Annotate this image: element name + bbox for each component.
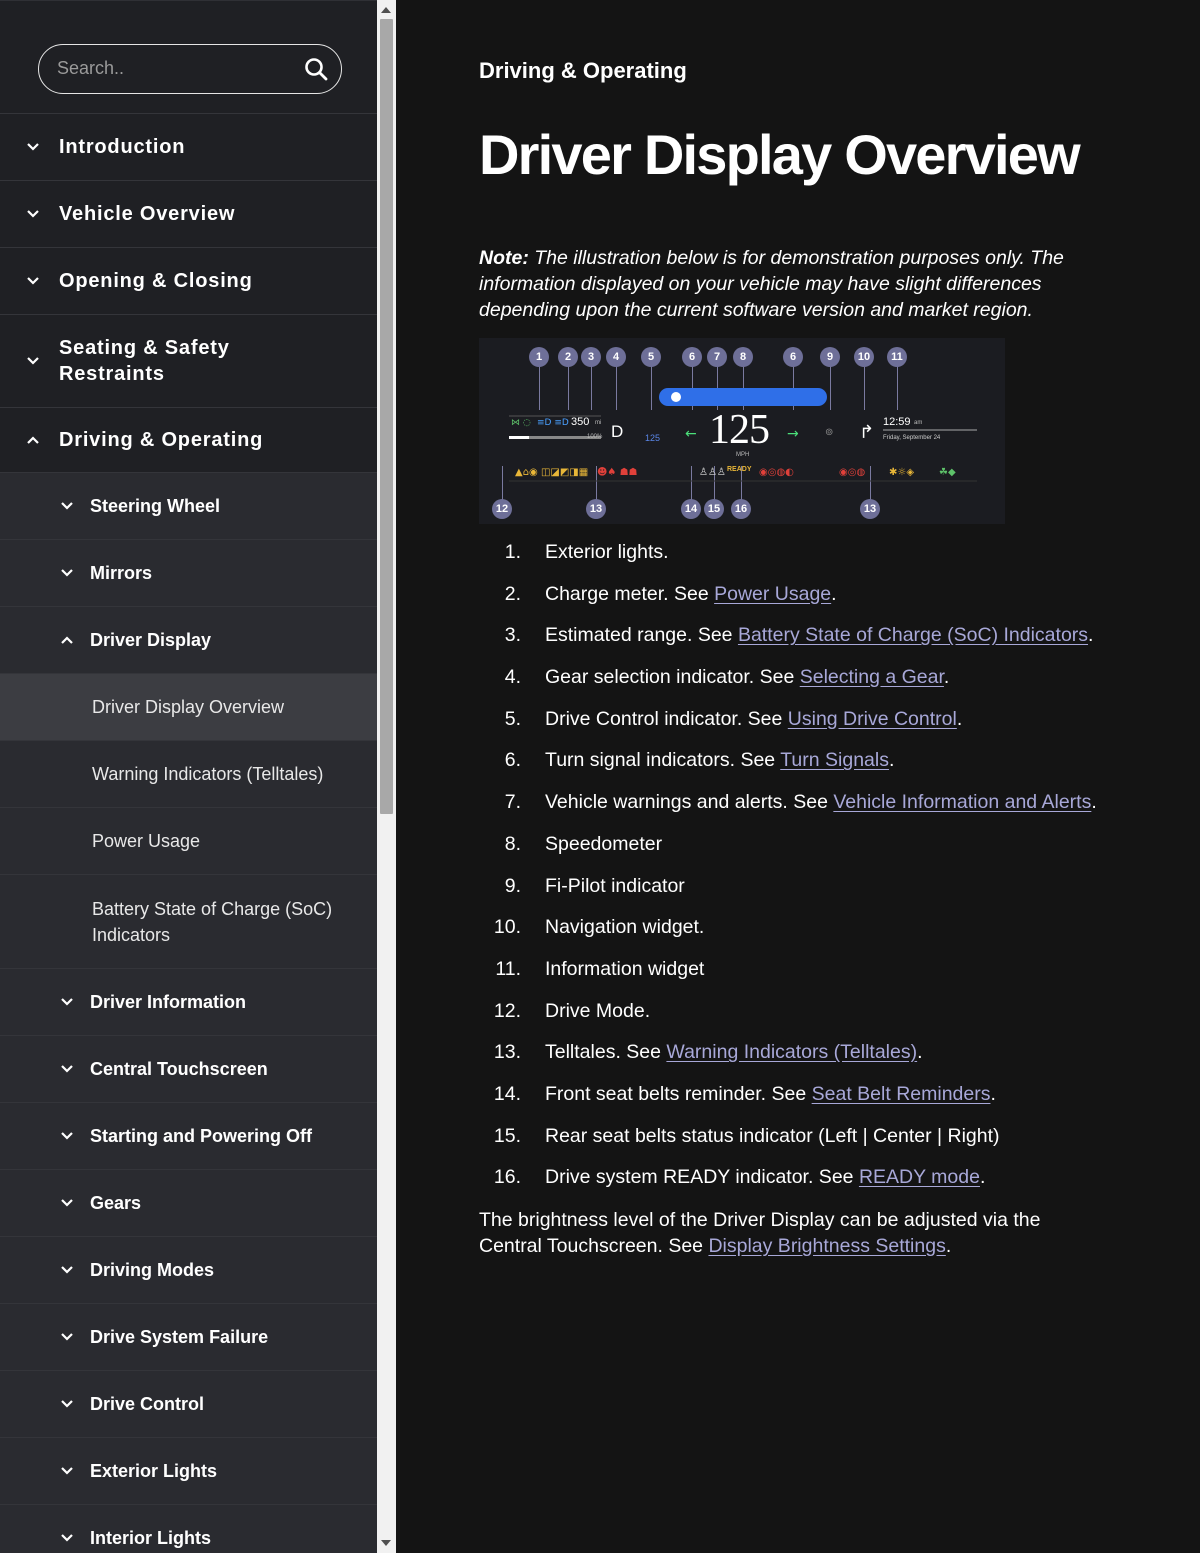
note-paragraph [479, 245, 1119, 323]
brightness-paragraph [479, 1207, 1099, 1259]
feature-text [545, 574, 837, 616]
search-box[interactable] [38, 44, 342, 94]
chevron-down-icon [59, 565, 75, 581]
svg-text:✱☼◈: ✱☼◈ [889, 467, 915, 478]
sidebar-subitem-label: Central Touchscreen [90, 1058, 268, 1079]
chevron-down-icon [59, 1195, 75, 1211]
sidebar-item-label: Vehicle Overview [59, 203, 236, 225]
link-display-brightness-settings[interactable]: Display Brightness Settings [708, 1235, 946, 1257]
feature-link[interactable]: Selecting a Gear [799, 666, 944, 689]
feature-text [545, 949, 704, 991]
sidebar-subitem-central-touchscreen[interactable] [0, 1036, 377, 1103]
clock-time: 12:59 [883, 416, 911, 428]
svg-text:↱: ↱ [859, 422, 875, 443]
note-label: Note: [479, 247, 529, 269]
feature-item [479, 615, 1179, 657]
callout-badge: 5 [641, 347, 661, 367]
callout-badge: 4 [606, 347, 626, 367]
feature-description: Rear seat belts status indicator (Left | Center | Right) [545, 1124, 1000, 1147]
feature-item [479, 824, 1179, 866]
svg-text:☻♠ ☗☗: ☻♠ ☗☗ [597, 467, 638, 478]
feature-link[interactable]: Power Usage [714, 582, 832, 605]
sidebar-subitem-label: Steering Wheel [90, 495, 221, 516]
feature-tail: . [888, 749, 895, 772]
chevron-down-icon [59, 994, 75, 1010]
svg-text:⋈ ◌: ⋈ ◌ [511, 418, 531, 428]
sidebar-leaf-label: Power Usage [92, 831, 201, 851]
feature-number: 12. [493, 999, 521, 1022]
feature-item [479, 532, 1179, 574]
sidebar-subitem-exterior-lights[interactable] [0, 1438, 377, 1505]
sidebar-subitem-label: Starting and Powering Off [90, 1125, 313, 1146]
sidebar-subitem-label: Mirrors [90, 562, 153, 583]
callout-badge: 2 [558, 347, 578, 367]
feature-number: 4. [504, 666, 521, 689]
feature-number: 6. [504, 749, 521, 772]
feature-text [545, 615, 1093, 657]
feature-text [545, 1116, 1000, 1158]
feature-item [479, 574, 1179, 616]
sidebar-item-label: Introduction [59, 136, 186, 158]
main-content [396, 0, 1200, 1553]
svg-text:◉◎◍: ◉◎◍ [839, 467, 866, 478]
battery-percent: 100% [587, 434, 603, 440]
callout-badge: 13 [586, 499, 606, 519]
callout-badge: 10 [854, 347, 874, 367]
chevron-down-icon [59, 1128, 75, 1144]
feature-item [479, 949, 1179, 991]
feature-description: Information widget [545, 957, 705, 980]
feature-item [479, 657, 1179, 699]
callout-badge: 9 [820, 347, 840, 367]
svg-text:≡D ≡D: ≡D ≡D [537, 418, 569, 428]
clock-suffix: am [914, 420, 923, 426]
feature-item [479, 1116, 1179, 1158]
sidebar-subitem-drive-system-failure[interactable] [0, 1304, 377, 1371]
feature-tail: . [943, 666, 950, 689]
chevron-down-icon [59, 1061, 75, 1077]
feature-description: Drive system READY indicator. See [545, 1166, 859, 1189]
sidebar-subitem-gears[interactable] [0, 1170, 377, 1237]
chevron-down-icon [25, 139, 41, 155]
sidebar [0, 0, 377, 1553]
feature-number: 10. [493, 916, 521, 939]
chevron-down-icon [59, 498, 75, 514]
callout-badge: 8 [733, 347, 753, 367]
sidebar-subitem-driver-information[interactable] [0, 969, 377, 1036]
callout-badge: 3 [581, 347, 601, 367]
range-value: 350 [571, 416, 590, 428]
feature-number: 9. [504, 874, 521, 897]
feature-item [479, 1032, 1179, 1074]
svg-text:♙♙♙: ♙♙♙ [699, 467, 726, 478]
sidebar-subitem-label: Drive System Failure [90, 1326, 269, 1347]
sidebar-leaf-battery-soc[interactable] [0, 875, 377, 969]
brightness-tail: . [945, 1235, 952, 1257]
feature-description: Speedometer [545, 832, 663, 855]
sidebar-subitem-label: Interior Lights [90, 1527, 211, 1548]
sidebar-subitem-drive-control[interactable] [0, 1371, 377, 1438]
clock-date: Friday, September 24 [883, 435, 941, 441]
sidebar-subitem-label: Driver Display [90, 629, 212, 650]
feature-link[interactable]: Vehicle Information and Alerts [833, 791, 1092, 814]
sidebar-item-label: Opening & Closing [59, 270, 253, 292]
feature-number: 5. [504, 707, 521, 730]
feature-item [479, 782, 1179, 824]
callout-badge: 13 [860, 499, 880, 519]
speed-limit-indicator: 125 [645, 433, 661, 443]
feature-number: 14. [493, 1082, 521, 1105]
chevron-down-icon [25, 206, 41, 222]
feature-description: Drive Mode. [545, 999, 651, 1022]
feature-number: 8. [504, 832, 521, 855]
feature-number: 3. [504, 624, 521, 647]
feature-number: 13. [493, 1041, 521, 1064]
sidebar-subitem-label: Exterior Lights [90, 1460, 218, 1481]
feature-tail: . [979, 1166, 986, 1189]
callout-badge: 11 [887, 347, 907, 367]
feature-text [545, 657, 949, 699]
driver-display-illustration [479, 338, 1005, 524]
sidebar-subitem-driver-display[interactable] [0, 607, 377, 674]
feature-tail: . [956, 707, 963, 730]
feature-item [479, 907, 1179, 949]
scroll-down-arrow[interactable] [381, 1540, 391, 1546]
sidebar-subitem-label: Drive Control [90, 1393, 205, 1414]
sidebar-leaf-driver-display-overview[interactable] [0, 674, 377, 741]
chevron-down-icon [25, 353, 41, 369]
feature-number: 15. [493, 1124, 521, 1147]
feature-number: 2. [504, 582, 521, 605]
chevron-up-icon [25, 432, 41, 448]
feature-item [479, 1157, 1179, 1199]
feature-item [479, 991, 1179, 1033]
feature-list [479, 532, 1179, 1199]
feature-link[interactable]: Turn Signals [780, 749, 889, 772]
feature-link[interactable]: Battery State of Charge (SoC) Indicators [737, 624, 1089, 647]
sidebar-leaf-label: Driver Display Overview [92, 697, 285, 717]
sidebar-subitem-label: Gears [90, 1192, 142, 1213]
feature-description: Turn signal indicators. See [545, 749, 781, 772]
feature-text [545, 991, 650, 1033]
feature-link[interactable]: Using Drive Control [787, 707, 957, 730]
feature-text [545, 1157, 985, 1199]
svg-text:⊚: ⊚ [825, 427, 834, 438]
sidebar-subitem-steering-wheel[interactable] [0, 473, 377, 540]
chevron-down-icon [25, 273, 41, 289]
feature-tail: . [831, 582, 837, 605]
gear-indicator: D [611, 422, 624, 441]
feature-description: Navigation widget. [545, 916, 705, 939]
callout-badge: 1 [529, 347, 549, 367]
chevron-down-icon [59, 1396, 75, 1412]
chevron-down-icon [59, 1530, 75, 1546]
speedometer-value: 125 [709, 407, 769, 453]
callout-badge: 16 [731, 499, 751, 519]
scroll-up-arrow[interactable] [381, 7, 391, 13]
svg-text:▲⌂◉ ◫◪◩◨▦: ▲⌂◉ ◫◪◩◨▦ [515, 467, 589, 478]
callout-badge: 14 [681, 499, 701, 519]
range-unit: mi [595, 420, 602, 426]
sidebar-subitem-mirrors[interactable] [0, 540, 377, 607]
speed-bar [659, 388, 827, 406]
svg-text:←: ← [685, 426, 697, 442]
feature-tail: . [1091, 791, 1097, 814]
feature-text [545, 824, 662, 866]
feature-description: Drive Control indicator. See [545, 707, 788, 730]
feature-description: Telltales. See [545, 1041, 667, 1064]
sidebar-subitem-starting-powering-off[interactable] [0, 1103, 377, 1170]
brightness-text: The brightness level of the Driver Display can be adjusted via the Central Touchscreen. See [479, 1209, 1041, 1257]
sidebar-item-label: Seating & Safety Restraints [59, 337, 230, 385]
sidebar-leaf-power-usage[interactable] [0, 808, 377, 875]
search-area [0, 0, 377, 114]
feature-tail: . [990, 1082, 996, 1105]
feature-item [479, 699, 1179, 741]
sidebar-item-vehicle-overview[interactable] [0, 181, 377, 248]
feature-link[interactable]: Seat Belt Reminders [811, 1082, 991, 1105]
sidebar-subitem-driving-modes[interactable] [0, 1237, 377, 1304]
feature-text [545, 1074, 996, 1116]
sidebar-item-seating-safety[interactable] [0, 315, 377, 408]
chevron-down-icon [59, 1262, 75, 1278]
feature-text [545, 907, 704, 949]
sidebar-item-introduction[interactable] [0, 114, 377, 181]
chevron-down-icon [59, 1329, 75, 1345]
svg-text:☘◆: ☘◆ [939, 467, 956, 478]
callout-badge: 12 [492, 499, 512, 519]
feature-tail: . [1088, 624, 1094, 647]
feature-link[interactable]: Warning Indicators (Telltales) [666, 1041, 918, 1064]
feature-description: Exterior lights. [545, 541, 669, 563]
feature-item [479, 1074, 1179, 1116]
search-input[interactable] [57, 45, 297, 92]
sidebar-leaf-label: Warning Indicators (Telltales) [92, 764, 324, 784]
feature-text [545, 866, 685, 908]
feature-item [479, 866, 1179, 908]
svg-text:◉◎◍◐: ◉◎◍◐ [759, 467, 794, 478]
feature-text [545, 532, 669, 574]
feature-description: Front seat belts reminder. See [545, 1082, 812, 1105]
sidebar-leaf-label: Battery State of Charge (SoC) Indicators [92, 898, 333, 945]
sidebar-leaf-warning-indicators[interactable] [0, 741, 377, 808]
feature-number: 16. [493, 1166, 521, 1189]
feature-text [545, 782, 1097, 824]
sidebar-item-label: Driving & Operating [59, 429, 264, 451]
ready-indicator: READY [727, 466, 752, 473]
feature-text [545, 740, 894, 782]
chevron-down-icon [59, 1463, 75, 1479]
feature-description: Gear selection indicator. See [545, 666, 800, 689]
sidebar-item-opening-closing[interactable] [0, 248, 377, 315]
speed-unit: MPH [736, 452, 750, 458]
feature-link[interactable]: READY mode [858, 1166, 980, 1189]
callout-badge: 7 [707, 347, 727, 367]
feature-tail: . [917, 1041, 923, 1064]
feature-description: Estimated range. See [545, 624, 738, 647]
page-title: Driver Display Overview [479, 123, 1079, 186]
feature-number: 11. [495, 957, 521, 980]
svg-text:→: → [787, 426, 799, 442]
feature-item [479, 740, 1179, 782]
note-text: The illustration below is for demonstration purposes only. The information displayed on your vehicle may have slight differences depending upon the current software version and market region. [479, 247, 1064, 321]
feature-text [545, 1032, 923, 1074]
sidebar-subitem-label: Driving Modes [90, 1259, 215, 1280]
callout-badge: 6 [682, 347, 702, 367]
breadcrumb[interactable]: Driving & Operating [479, 58, 687, 83]
sidebar-scrollbar[interactable] [377, 0, 396, 1553]
sidebar-item-driving-operating[interactable] [0, 408, 377, 473]
sidebar-subitem-label: Driver Information [90, 991, 247, 1012]
feature-description: Fi-Pilot indicator [545, 874, 685, 897]
callout-badge: 6 [783, 347, 803, 367]
feature-description: Vehicle warnings and alerts. See [545, 791, 834, 814]
chevron-up-icon [59, 632, 75, 648]
feature-number: 1. [504, 541, 521, 563]
feature-description: Charge meter. See [545, 582, 715, 605]
feature-number: 7. [504, 791, 521, 814]
search-icon[interactable] [303, 56, 329, 82]
scroll-thumb[interactable] [380, 19, 393, 814]
sidebar-subitem-interior-lights[interactable] [0, 1505, 377, 1553]
callout-badge: 15 [704, 499, 724, 519]
feature-text [545, 699, 962, 741]
